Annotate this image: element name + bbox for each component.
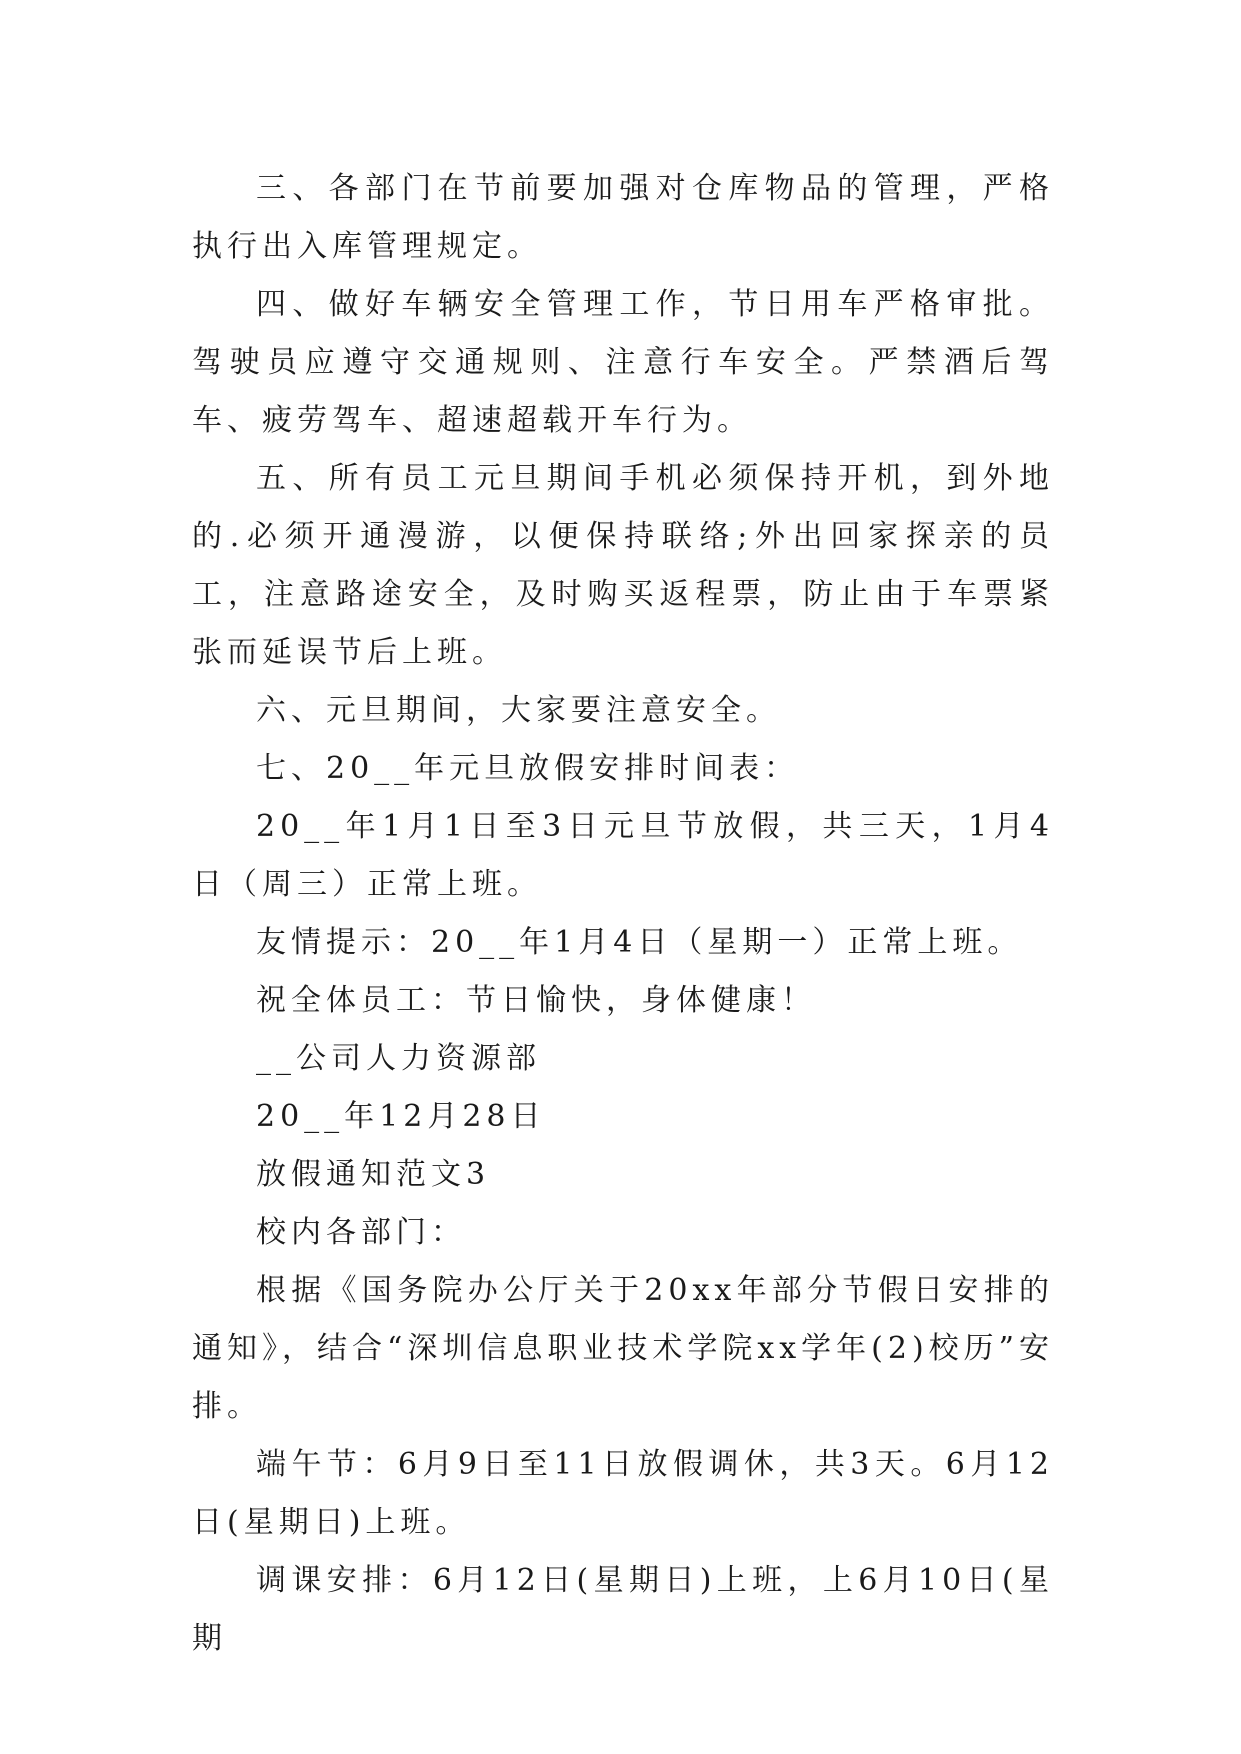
- paragraph-dragon-boat: 端午节：6月9日至11日放假调休，共3天。6月12日(星期日)上班。: [192, 1447, 1054, 1540]
- document-body: [192, 160, 1054, 1668]
- paragraph-salutation: 校内各部门：: [256, 1215, 466, 1250]
- paragraph-friendly-tip: 友情提示：20__年1月4日（星期一）正常上班。: [256, 925, 1023, 960]
- paragraph-warehouse: 三、各部门在节前要加强对仓库物品的管理，严格执行出入库管理规定。: [192, 171, 1054, 264]
- paragraph-schedule-detail: 20__年1月1日至3日元旦节放假，共三天，1月4日（周三）正常上班。: [192, 809, 1054, 902]
- paragraph-section-title: 放假通知范文3: [256, 1157, 491, 1192]
- paragraph-signature-department: __公司人力资源部: [256, 1041, 541, 1076]
- paragraph-phone-contact: 五、所有员工元旦期间手机必须保持开机，到外地的.必须开通漫游，以便保持联络;外出回家探亲的员工，注意路途安全，及时购买返程票，防止由于车票紧张而延误节后上班。: [192, 461, 1054, 670]
- paragraph-schedule-heading: 七、20__年元旦放假安排时间表：: [256, 751, 800, 786]
- paragraph-basis: 根据《国务院办公厅关于20xx年部分节假日安排的通知》，结合“深圳信息职业技术学院xx学年(2)校历”安排。: [192, 1273, 1055, 1424]
- paragraph-safety-reminder: 六、元旦期间，大家要注意安全。: [256, 693, 781, 728]
- paragraph-class-adjustment: 调课安排：6月12日(星期日)上班，上6月10日(星期: [192, 1563, 1054, 1656]
- paragraph-signature-date: 20__年12月28日: [256, 1099, 546, 1134]
- paragraph-greeting: 祝全体员工：节日愉快，身体健康！: [256, 983, 816, 1018]
- paragraph-vehicle-safety: 四、做好车辆安全管理工作，节日用车严格审批。驾驶员应遵守交通规则、注意行车安全。严禁酒后驾车、疲劳驾车、超速超载开车行为。: [192, 287, 1054, 438]
